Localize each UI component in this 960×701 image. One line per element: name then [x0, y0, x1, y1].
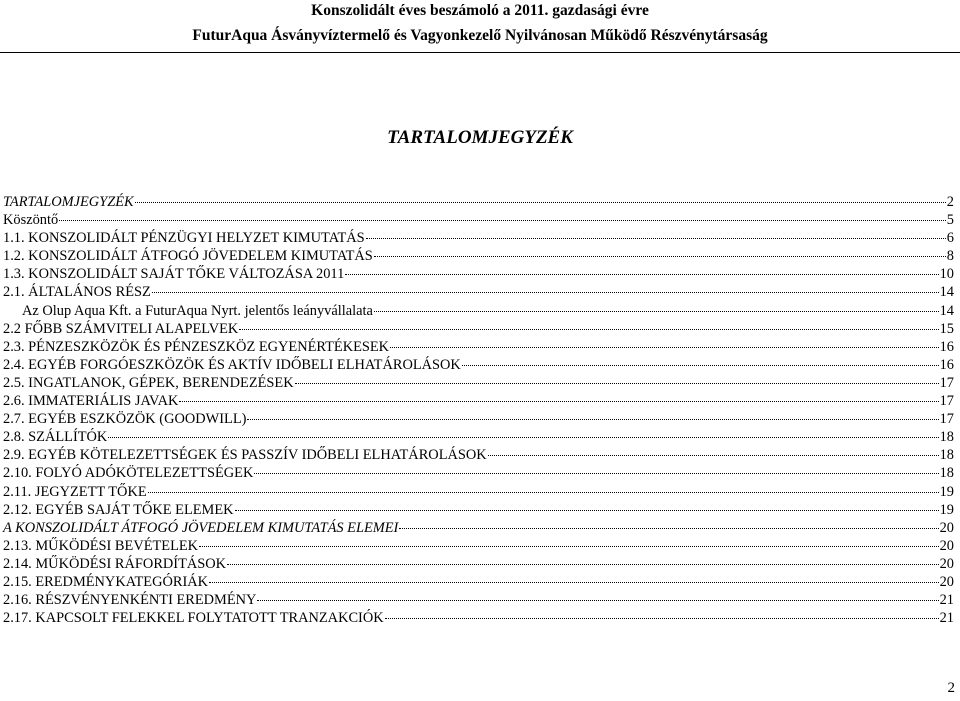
toc-entry-page[interactable]: 20: [939, 519, 954, 536]
toc-entry-page[interactable]: 20: [939, 537, 954, 554]
toc-entry[interactable]: [3, 265, 954, 283]
toc-dot-leader: [257, 600, 938, 601]
toc-entry-page[interactable]: 18: [939, 447, 954, 464]
toc-entry-page[interactable]: 8: [946, 248, 954, 265]
toc-dot-leader: [488, 455, 939, 456]
toc-entry-label[interactable]: TARTALOMJEGYZÉK: [3, 194, 134, 210]
toc-entry-page[interactable]: 20: [939, 573, 954, 590]
toc-entry-label[interactable]: 2.10. FOLYÓ ADÓKÖTELEZETTSÉGEK: [3, 465, 254, 482]
toc-entry-page[interactable]: 18: [939, 465, 954, 482]
toc-entry-label[interactable]: 2.2 FŐBB SZÁMVITELI ALAPELVEK: [3, 320, 239, 337]
toc-heading: TARTALOMJEGYZÉK: [387, 127, 573, 148]
toc-entry-page[interactable]: 16: [939, 356, 954, 373]
toc-entry-label[interactable]: 2.8. SZÁLLÍTÓK: [3, 429, 108, 446]
toc-entry-page[interactable]: 21: [939, 610, 954, 627]
toc-entry[interactable]: [3, 446, 954, 464]
toc-dot-leader: [374, 311, 939, 312]
toc-dot-leader: [462, 365, 939, 366]
toc-entry-page[interactable]: 19: [939, 501, 954, 518]
toc-entry[interactable]: [3, 283, 954, 301]
toc-entry-label[interactable]: Az Olup Aqua Kft. a FuturAqua Nyrt. jelentős leányvállalata: [22, 302, 373, 319]
toc-entry-page[interactable]: 21: [939, 592, 954, 609]
toc-entry-page[interactable]: 6: [946, 230, 954, 247]
toc-dot-leader: [254, 473, 938, 474]
toc-dot-leader: [199, 546, 939, 547]
toc-entry[interactable]: [3, 392, 954, 410]
toc-dot-leader: [366, 238, 946, 239]
toc-entry[interactable]: [3, 483, 954, 501]
toc-dot-leader: [179, 401, 938, 402]
toc-entry-label[interactable]: 2.1. ÁLTALÁNOS RÉSZ: [3, 284, 151, 301]
page-number: 2: [947, 680, 955, 696]
toc-dot-leader: [295, 383, 939, 384]
toc-entry[interactable]: [3, 428, 954, 446]
toc-dot-leader: [148, 492, 939, 493]
toc-entry-label[interactable]: 1.3. KONSZOLIDÁLT SAJÁT TŐKE VÁLTOZÁSA 2011: [3, 266, 345, 283]
toc-dot-leader: [209, 582, 939, 583]
toc-dot-leader: [152, 292, 939, 293]
toc-entry[interactable]: [3, 501, 954, 519]
toc-entry-page[interactable]: 14: [939, 302, 954, 319]
toc-entry[interactable]: [3, 555, 954, 573]
toc-entry-label[interactable]: 2.13. MŰKÖDÉSI BEVÉTELEK: [3, 537, 199, 554]
toc-entry[interactable]: [3, 609, 954, 627]
toc-entry[interactable]: [3, 356, 954, 374]
toc-dot-leader: [59, 220, 946, 221]
toc-entry-page[interactable]: 2: [946, 194, 954, 210]
toc-dot-leader: [135, 202, 946, 203]
toc-entry[interactable]: [3, 211, 954, 229]
page-header: [0, 0, 960, 46]
toc-dot-leader: [374, 256, 946, 257]
toc-entry-label[interactable]: Köszöntő: [3, 212, 59, 229]
toc-entry-label[interactable]: 2.7. EGYÉB ESZKÖZÖK (GOODWILL): [3, 411, 247, 428]
toc-entry[interactable]: [3, 591, 954, 609]
toc-entry[interactable]: [3, 247, 954, 265]
toc-entry-label[interactable]: 2.9. EGYÉB KÖTELEZETTSÉGEK ÉS PASSZÍV IDŐBELI ELHATÁROLÁSOK: [3, 447, 487, 464]
toc-dot-leader: [390, 347, 939, 348]
toc-entry[interactable]: [3, 519, 954, 537]
toc-entry-page[interactable]: 15: [939, 320, 954, 337]
toc-entry-page[interactable]: 14: [939, 284, 954, 301]
toc-entry-label[interactable]: 2.5. INGATLANOK, GÉPEK, BERENDEZÉSEK: [3, 374, 294, 391]
toc-entry-page[interactable]: 17: [939, 393, 954, 410]
toc-entry-label[interactable]: 2.17. KAPCSOLT FELEKKEL FOLYTATOTT TRANZAKCIÓK: [3, 610, 384, 627]
header-divider: [0, 52, 960, 53]
toc-entry-page[interactable]: 17: [939, 374, 954, 391]
toc-entry-label[interactable]: 2.11. JEGYZETT TŐKE: [3, 483, 147, 500]
toc-entry-label[interactable]: 2.6. IMMATERIÁLIS JAVAK: [3, 393, 179, 410]
toc-entry[interactable]: [3, 464, 954, 482]
toc-dot-leader: [385, 618, 939, 619]
toc-entry[interactable]: [3, 410, 954, 428]
toc-dot-leader: [227, 564, 939, 565]
toc-entry[interactable]: [3, 573, 954, 591]
toc-entry-label[interactable]: 2.16. RÉSZVÉNYENKÉNTI EREDMÉNY: [3, 592, 257, 609]
toc-entry-page[interactable]: 18: [939, 429, 954, 446]
toc-entry-page[interactable]: 19: [939, 483, 954, 500]
toc-dot-leader: [108, 437, 938, 438]
report-title: Konszolidált éves beszámoló a 2011. gazdasági évre: [311, 2, 649, 19]
toc-entry-label[interactable]: A KONSZOLIDÁLT ÁTFOGÓ JÖVEDELEM KIMUTATÁS ELEMEI: [3, 519, 399, 536]
toc-entry[interactable]: [3, 320, 954, 338]
toc-entry-page[interactable]: 5: [946, 212, 954, 229]
company-name: FuturAqua Ásványvíztermelő és Vagyonkezelő Nyilvánosan Működő Részvénytársaság: [192, 27, 768, 44]
toc-entry-label[interactable]: 2.14. MŰKÖDÉSI RÁFORDÍTÁSOK: [3, 555, 227, 572]
toc-entry-label[interactable]: 2.12. EGYÉB SAJÁT TŐKE ELEMEK: [3, 501, 234, 518]
toc-entry[interactable]: [3, 229, 954, 247]
toc-entry-label[interactable]: 2.3. PÉNZESZKÖZÖK ÉS PÉNZESZKÖZ EGYENÉRTÉKESEK: [3, 338, 390, 355]
toc-dot-leader: [399, 528, 938, 529]
toc-entry-label[interactable]: 2.15. EREDMÉNYKATEGÓRIÁK: [3, 573, 209, 590]
toc-dot-leader: [345, 274, 938, 275]
toc-entry[interactable]: [3, 537, 954, 555]
table-of-contents: [3, 193, 954, 627]
toc-entry-label[interactable]: 1.2. KONSZOLIDÁLT ÁTFOGÓ JÖVEDELEM KIMUTATÁS: [3, 248, 373, 265]
toc-dot-leader: [235, 510, 939, 511]
toc-entry-label[interactable]: 2.4. EGYÉB FORGÓESZKÖZÖK ÉS AKTÍV IDŐBELI ELHATÁROLÁSOK: [3, 356, 461, 373]
toc-entry-page[interactable]: 16: [939, 338, 954, 355]
toc-entry-page[interactable]: 10: [939, 266, 954, 283]
toc-entry[interactable]: [3, 302, 954, 320]
toc-entry[interactable]: [3, 338, 954, 356]
toc-entry-label[interactable]: 1.1. KONSZOLIDÁLT PÉNZÜGYI HELYZET KIMUTATÁS: [3, 230, 365, 247]
toc-entry-page[interactable]: 17: [939, 411, 954, 428]
toc-dot-leader: [239, 329, 938, 330]
toc-entry[interactable]: [3, 374, 954, 392]
toc-entry-page[interactable]: 20: [939, 555, 954, 572]
toc-entry[interactable]: [3, 193, 954, 211]
toc-dot-leader: [247, 419, 938, 420]
